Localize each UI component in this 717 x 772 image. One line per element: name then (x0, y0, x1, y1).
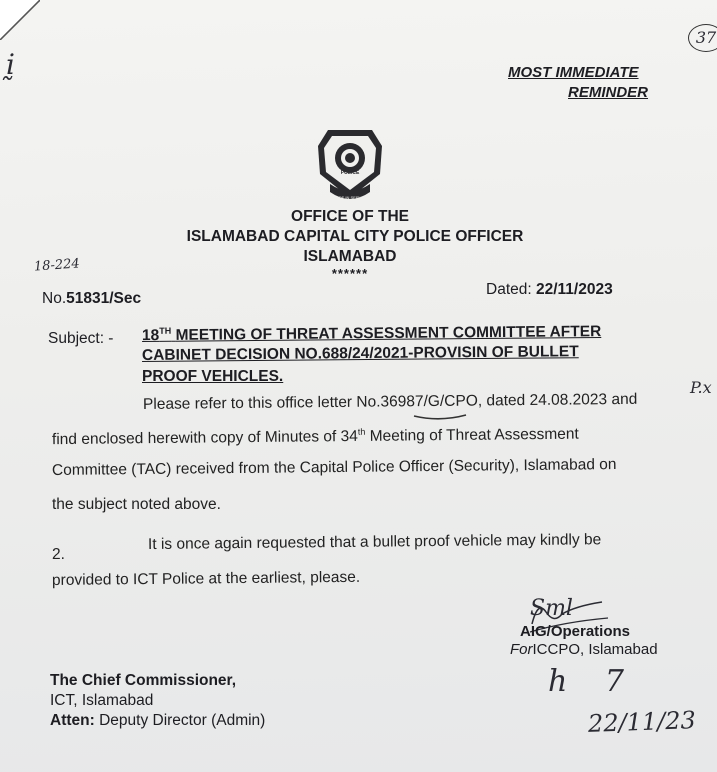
recipient-attention (50, 712, 265, 730)
para1-line-2-b: Meeting of Threat Assessment (369, 425, 579, 445)
subject-line-2: CABINET DECISION NO.688/24/2021-PROVISIN OF BULLET (141, 343, 579, 364)
police-emblem (314, 124, 386, 206)
para1-line-4: the subject noted above. (52, 496, 221, 513)
signatory-for-label: For (510, 641, 533, 658)
letter-number (42, 290, 141, 308)
para2-line-1: It is once again requested that a bullet proof vehicle may kindly be (147, 531, 602, 553)
emblem-inner-text: POLICE (340, 170, 360, 176)
subject-line-3: PROOF VEHICLES. (142, 368, 284, 385)
subject-ordinal-sup: TH (159, 325, 172, 336)
para1-line-2-sup: th (357, 426, 366, 437)
para2-line-2: provided to ICT Police at the earliest, please. (51, 568, 361, 589)
letter-number-label: No. (42, 290, 67, 307)
folded-corner (0, 0, 40, 40)
recipient-name: The Chief Commissioner, (50, 672, 237, 689)
signatory-for (510, 641, 658, 658)
para2-number: 2. (52, 546, 65, 563)
header-stars: ****** (331, 266, 369, 281)
office-heading: OFFICE OF THE (291, 208, 409, 225)
letter-date-value: 22/11/2023 (535, 281, 613, 298)
office-heading-city: ISLAMABAD CAPITAL CITY POLICE OFFICER (186, 228, 524, 245)
left-handwritten-note: 18-224 (33, 256, 81, 275)
subject-line-1-rest: MEETING OF THREAT ASSESSMENT COMMITTEE AFTER (175, 323, 602, 344)
para1-line-1: Please refer to this office letter No.36987/G/CPO, dated 24.08.2023 and (142, 390, 638, 413)
office-heading-islamabad: ISLAMABAD (303, 248, 397, 265)
recipient-attention-value: Deputy Director (Admin) (99, 712, 266, 729)
handwritten-date: 22/11/23 (587, 706, 697, 738)
priority-line-reminder: REMINDER (568, 84, 649, 101)
recipient-address: ICT, Islamabad (50, 692, 154, 709)
para1-line-2-a: find enclosed herewith copy of Minutes of 34 (51, 427, 358, 449)
subject-ordinal: 18 (141, 327, 160, 345)
corner-handwritten-mark: ḭ (6, 48, 15, 81)
reference-underline-mark (412, 412, 468, 422)
letter-date (486, 281, 613, 299)
signatory-for-value: ICCPO, Islamabad (532, 641, 658, 658)
handwritten-initials: h 7 (548, 664, 638, 699)
letter-number-value: 51831/Sec (66, 290, 142, 307)
para1-line-3: Committee (TAC) received from the Capital Police Officer (Security), Islamabad on (51, 456, 617, 479)
emblem-ribbon-text: PRIDE IN SERVICE (332, 195, 368, 200)
subject-line-1 (142, 322, 601, 345)
signatory-title: AIG/Operations (520, 623, 631, 640)
right-margin-note: P.x (690, 378, 712, 397)
page-number-mark: 37 (688, 24, 717, 52)
signature-scribble: Sml (530, 596, 573, 621)
para1-line-2 (52, 424, 579, 449)
subject-label: Subject: - (48, 330, 114, 347)
letter-date-label: Dated: (486, 281, 532, 298)
recipient-attention-label: Atten: (50, 712, 95, 729)
priority-line-most-immediate: MOST IMMEDIATE (508, 64, 639, 81)
